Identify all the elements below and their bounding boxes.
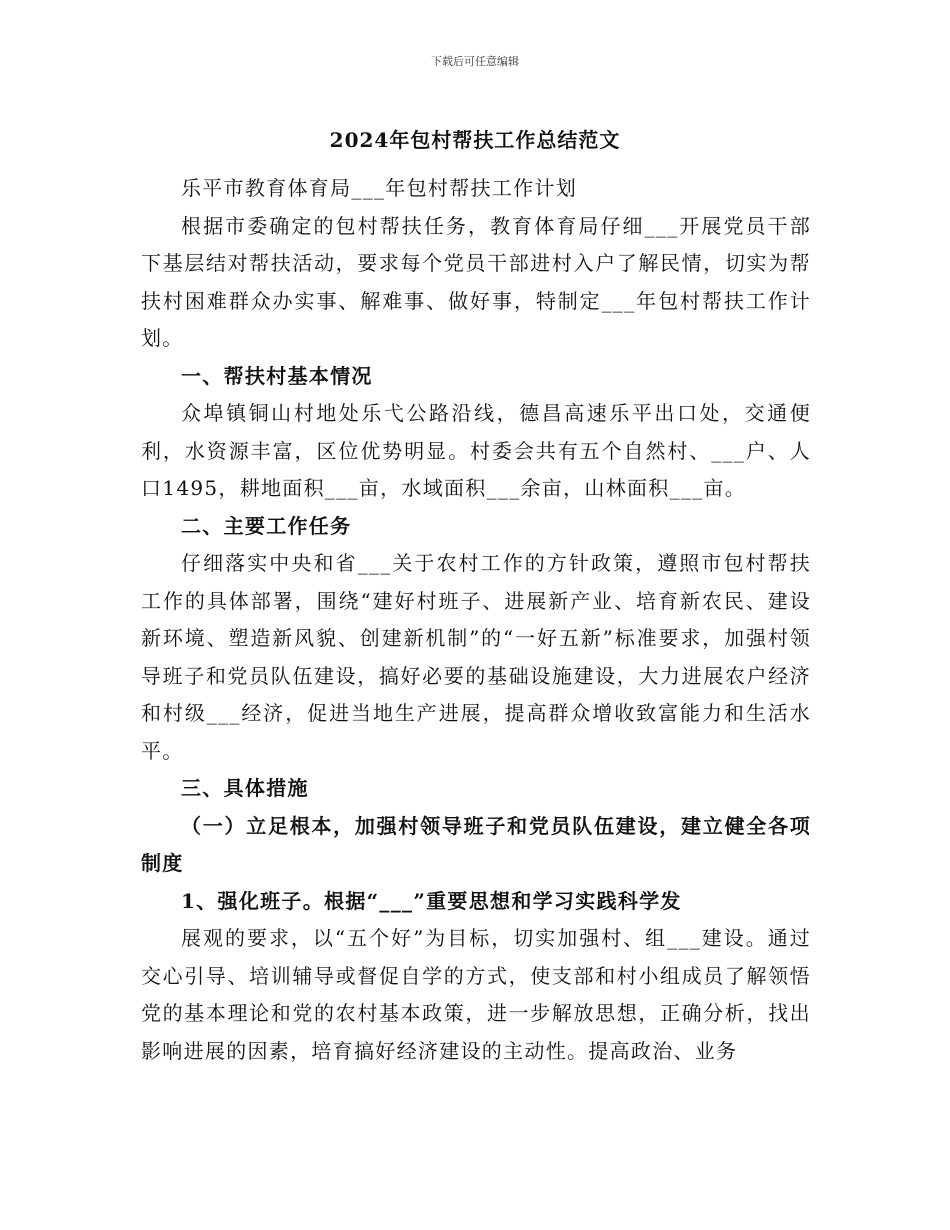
heading-specific-measures: 三、具体措施 bbox=[181, 776, 309, 800]
subheading-measure-1: （一）立足根本，加强村领导班子和党员队伍建设，建立健全各项制度 bbox=[141, 813, 811, 875]
header-note: 下载后可任意编辑 bbox=[431, 55, 519, 68]
paragraph-village-situation: 众埠镇铜山村地处乐弋公路沿线，德昌高速乐平出口处，交通便利，水资源丰富，区位优势明显。村委会共有五个自然村、___户、人口1495，耕地面积___亩，水域面积___余亩，山林面积___亩。 bbox=[141, 401, 811, 500]
paragraph-plan-title: 乐平市教育体育局___年包村帮扶工作计划 bbox=[181, 176, 577, 200]
document-body bbox=[141, 170, 811, 1070]
paragraph-intro: 根据市委确定的包村帮扶任务，教育体育局仔细___开展党员干部下基层结对帮扶活动，要求每个党员干部进村入户了解民情，切实为帮扶村困难群众办实事、解难事、做好事，特制定___年包村帮扶工作计划。 bbox=[141, 213, 811, 350]
heading-village-situation: 一、帮扶村基本情况 bbox=[181, 363, 373, 388]
document-title: 2024年包村帮扶工作总结范文 bbox=[329, 128, 621, 152]
paragraph-main-tasks: 仔细落实中央和省___关于农村工作的方针政策，遵照市包村帮扶工作的具体部署，围绕“建好村班子、进展新产业、培育新农民、建设新环境、塑造新风貌、创建新机制”的“一好五新”标准要求，加强村领导班子和党员队伍建设，搞好必要的基础设施建设，大力进展农户经济和村级___经济，促进当地生产进展，提高群众增收致富能力和生活水平。 bbox=[141, 551, 811, 763]
heading-main-tasks: 二、主要工作任务 bbox=[181, 513, 352, 538]
subheading-strengthen-team: 1、强化班子。根据“___”重要思想和学习实践科学发 bbox=[181, 888, 682, 913]
paragraph-strengthen-team: 展观的要求，以“五个好”为目标，切实加强村、组___建设。通过交心引导、培训辅导或督促自学的方式，使支部和村小组成员了解领悟党的基本理论和党的农村基本政策，进一步解放思想，正确分析，找出影响进展的因素，培育搞好经济建设的主动性。提高政治、业务 bbox=[141, 926, 811, 1063]
